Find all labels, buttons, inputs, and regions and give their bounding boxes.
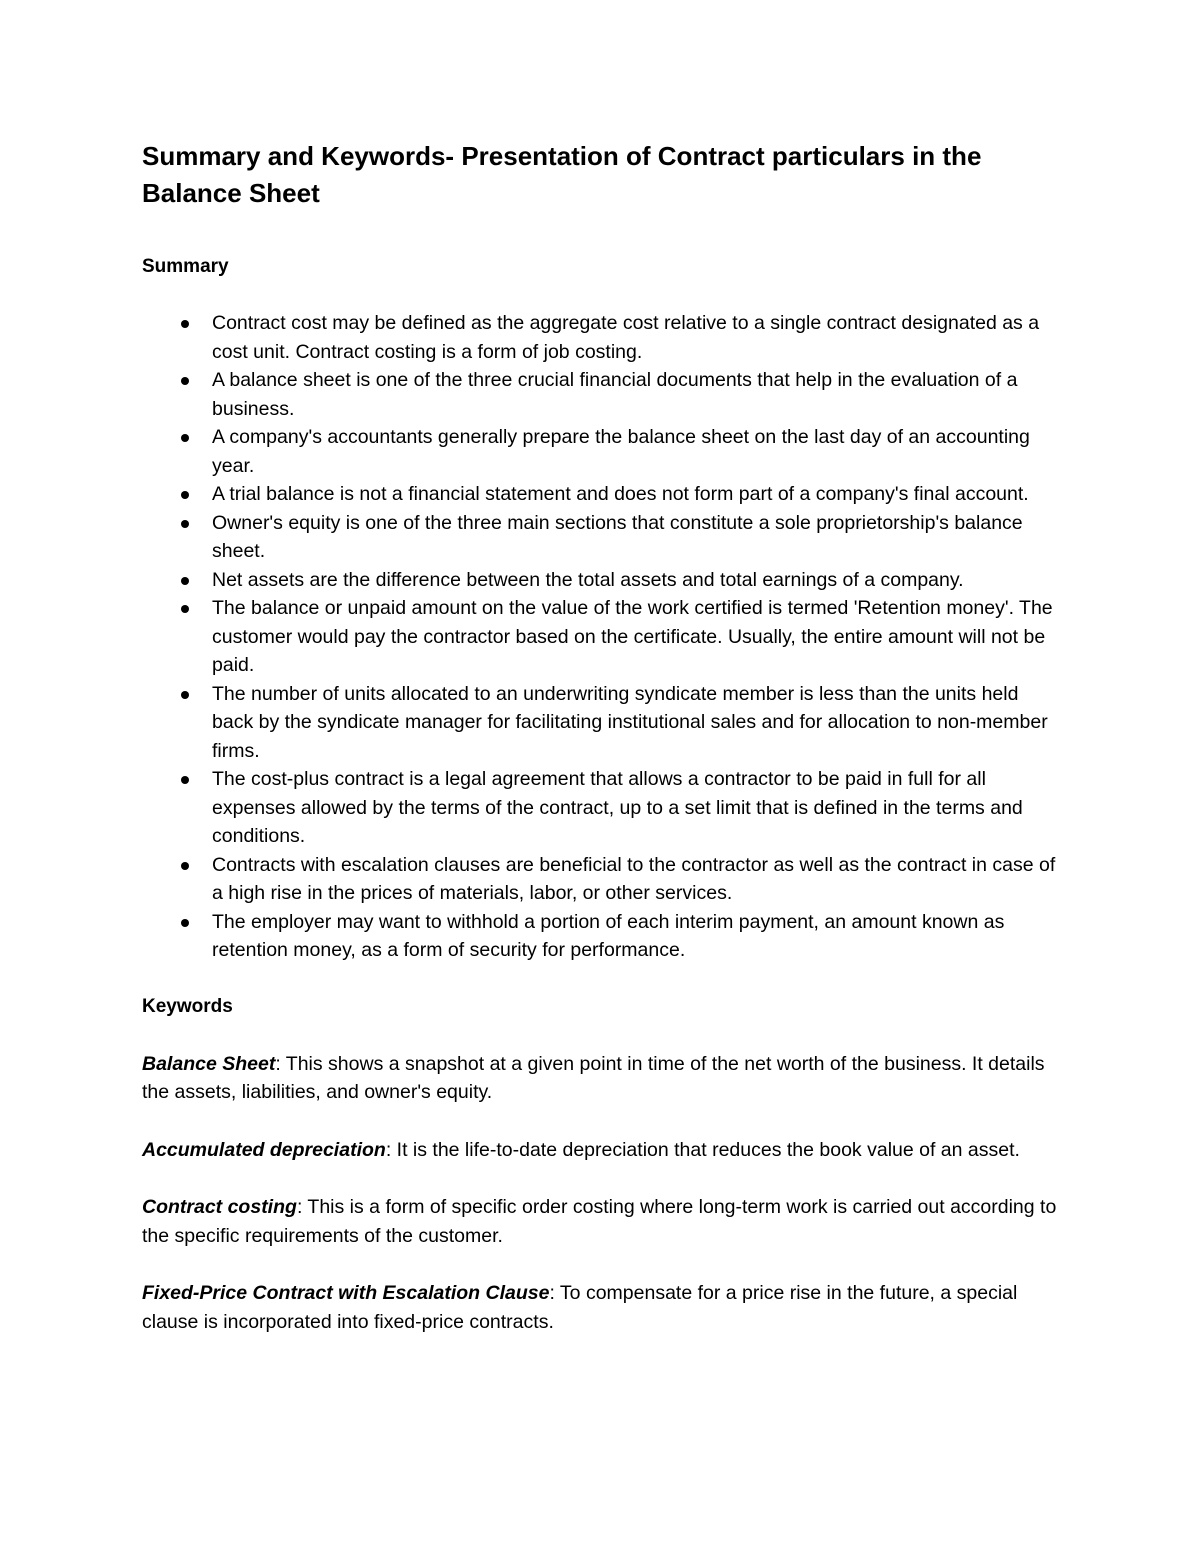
keyword-term: Fixed-Price Contract with Escalation Clause — [142, 1282, 550, 1304]
bullet-icon — [181, 919, 189, 927]
summary-item-text: The balance or unpaid amount on the value of the work certified is termed 'Retention money'. The customer would pay the contractor based on the certificate. Usually, the entire amount will not be paid. — [212, 597, 1053, 676]
summary-item-text: The number of units allocated to an underwriting syndicate member is less than the units held back by the syndicate manager for facilitating institutional sales and for allocation to non-member firms. — [212, 682, 1048, 762]
summary-item-text: A company's accountants generally prepare the balance sheet on the last day of an accounting year. — [212, 426, 1030, 477]
keyword-definition: : To compensate for a price rise in the future, a special clause is incorporated into fixed-price contracts. — [142, 1282, 1018, 1333]
summary-item-text: Contracts with escalation clauses are beneficial to the contractor as well as the contract in case of a high rise in the prices of materials, labor, or other services. — [212, 853, 1056, 904]
bullet-icon — [181, 491, 189, 499]
keyword-term: Accumulated depreciation — [142, 1138, 386, 1161]
bullet-icon — [181, 320, 189, 328]
summary-item — [142, 423, 1062, 480]
bullet-icon — [181, 605, 189, 613]
summary-item-text: A balance sheet is one of the three crucial financial documents that help in the evaluation of a business. — [212, 369, 1018, 420]
summary-item — [142, 480, 1062, 509]
keyword-term: Balance Sheet — [142, 1052, 276, 1075]
keyword-entry — [142, 1279, 1062, 1336]
summary-item-text: Net assets are the difference between the total assets and total earnings of a company. — [212, 568, 964, 591]
summary-item — [142, 680, 1062, 766]
summary-item-text: Contract cost may be defined as the aggregate cost relative to a single contract designated as a cost unit. Contract costing is a form of job costing. — [212, 312, 1040, 363]
keyword-entry — [142, 1193, 1062, 1250]
keyword-definition: : It is the life-to-date depreciation that reduces the book value of an asset. — [385, 1138, 1020, 1161]
document-title: Summary and Keywords- Presentation of Contract particulars in the Balance Sheet — [142, 141, 982, 208]
bullet-icon — [181, 862, 189, 870]
summary-item — [142, 765, 1062, 851]
summary-item-text: A trial balance is not a financial statement and does not form part of a company's final account. — [212, 483, 1029, 505]
summary-item — [142, 509, 1062, 566]
summary-item-text: The cost-plus contract is a legal agreement that allows a contractor to be paid in full for all expenses allowed by the terms of the contract, up to a set limit that is defined in the terms and conditions. — [212, 768, 1023, 847]
summary-item — [142, 908, 1062, 965]
summary-heading: Summary — [142, 256, 229, 277]
summary-item — [142, 309, 1062, 366]
keyword-definition: : This is a form of specific order costing where long-term work is carried out according to the specific requirements of the customer. — [142, 1196, 1057, 1247]
keywords-heading: Keywords — [142, 995, 233, 1017]
summary-item — [142, 851, 1062, 908]
keyword-definition: : This shows a snapshot at a given point in time of the net worth of the business. It details the assets, liabilities, and owner's equity. — [142, 1052, 1045, 1103]
summary-item — [142, 566, 1062, 595]
bullet-icon — [181, 776, 189, 784]
bullet-icon — [181, 520, 189, 528]
summary-list — [142, 309, 1062, 965]
keyword-term: Contract costing — [142, 1196, 297, 1218]
bullet-icon — [181, 691, 189, 699]
bullet-icon — [181, 434, 189, 442]
document-page — [142, 138, 1062, 1336]
summary-item — [142, 594, 1062, 680]
bullet-icon — [181, 377, 189, 385]
keyword-entry — [142, 1136, 1062, 1165]
summary-item-text: The employer may want to withhold a portion of each interim payment, an amount known as retention money, as a form of security for performance. — [212, 910, 1005, 961]
summary-item — [142, 366, 1062, 423]
bullet-icon — [181, 577, 189, 585]
keyword-entry — [142, 1050, 1062, 1107]
summary-item-text: Owner's equity is one of the three main sections that constitute a sole proprietorship's balance sheet. — [212, 511, 1023, 562]
